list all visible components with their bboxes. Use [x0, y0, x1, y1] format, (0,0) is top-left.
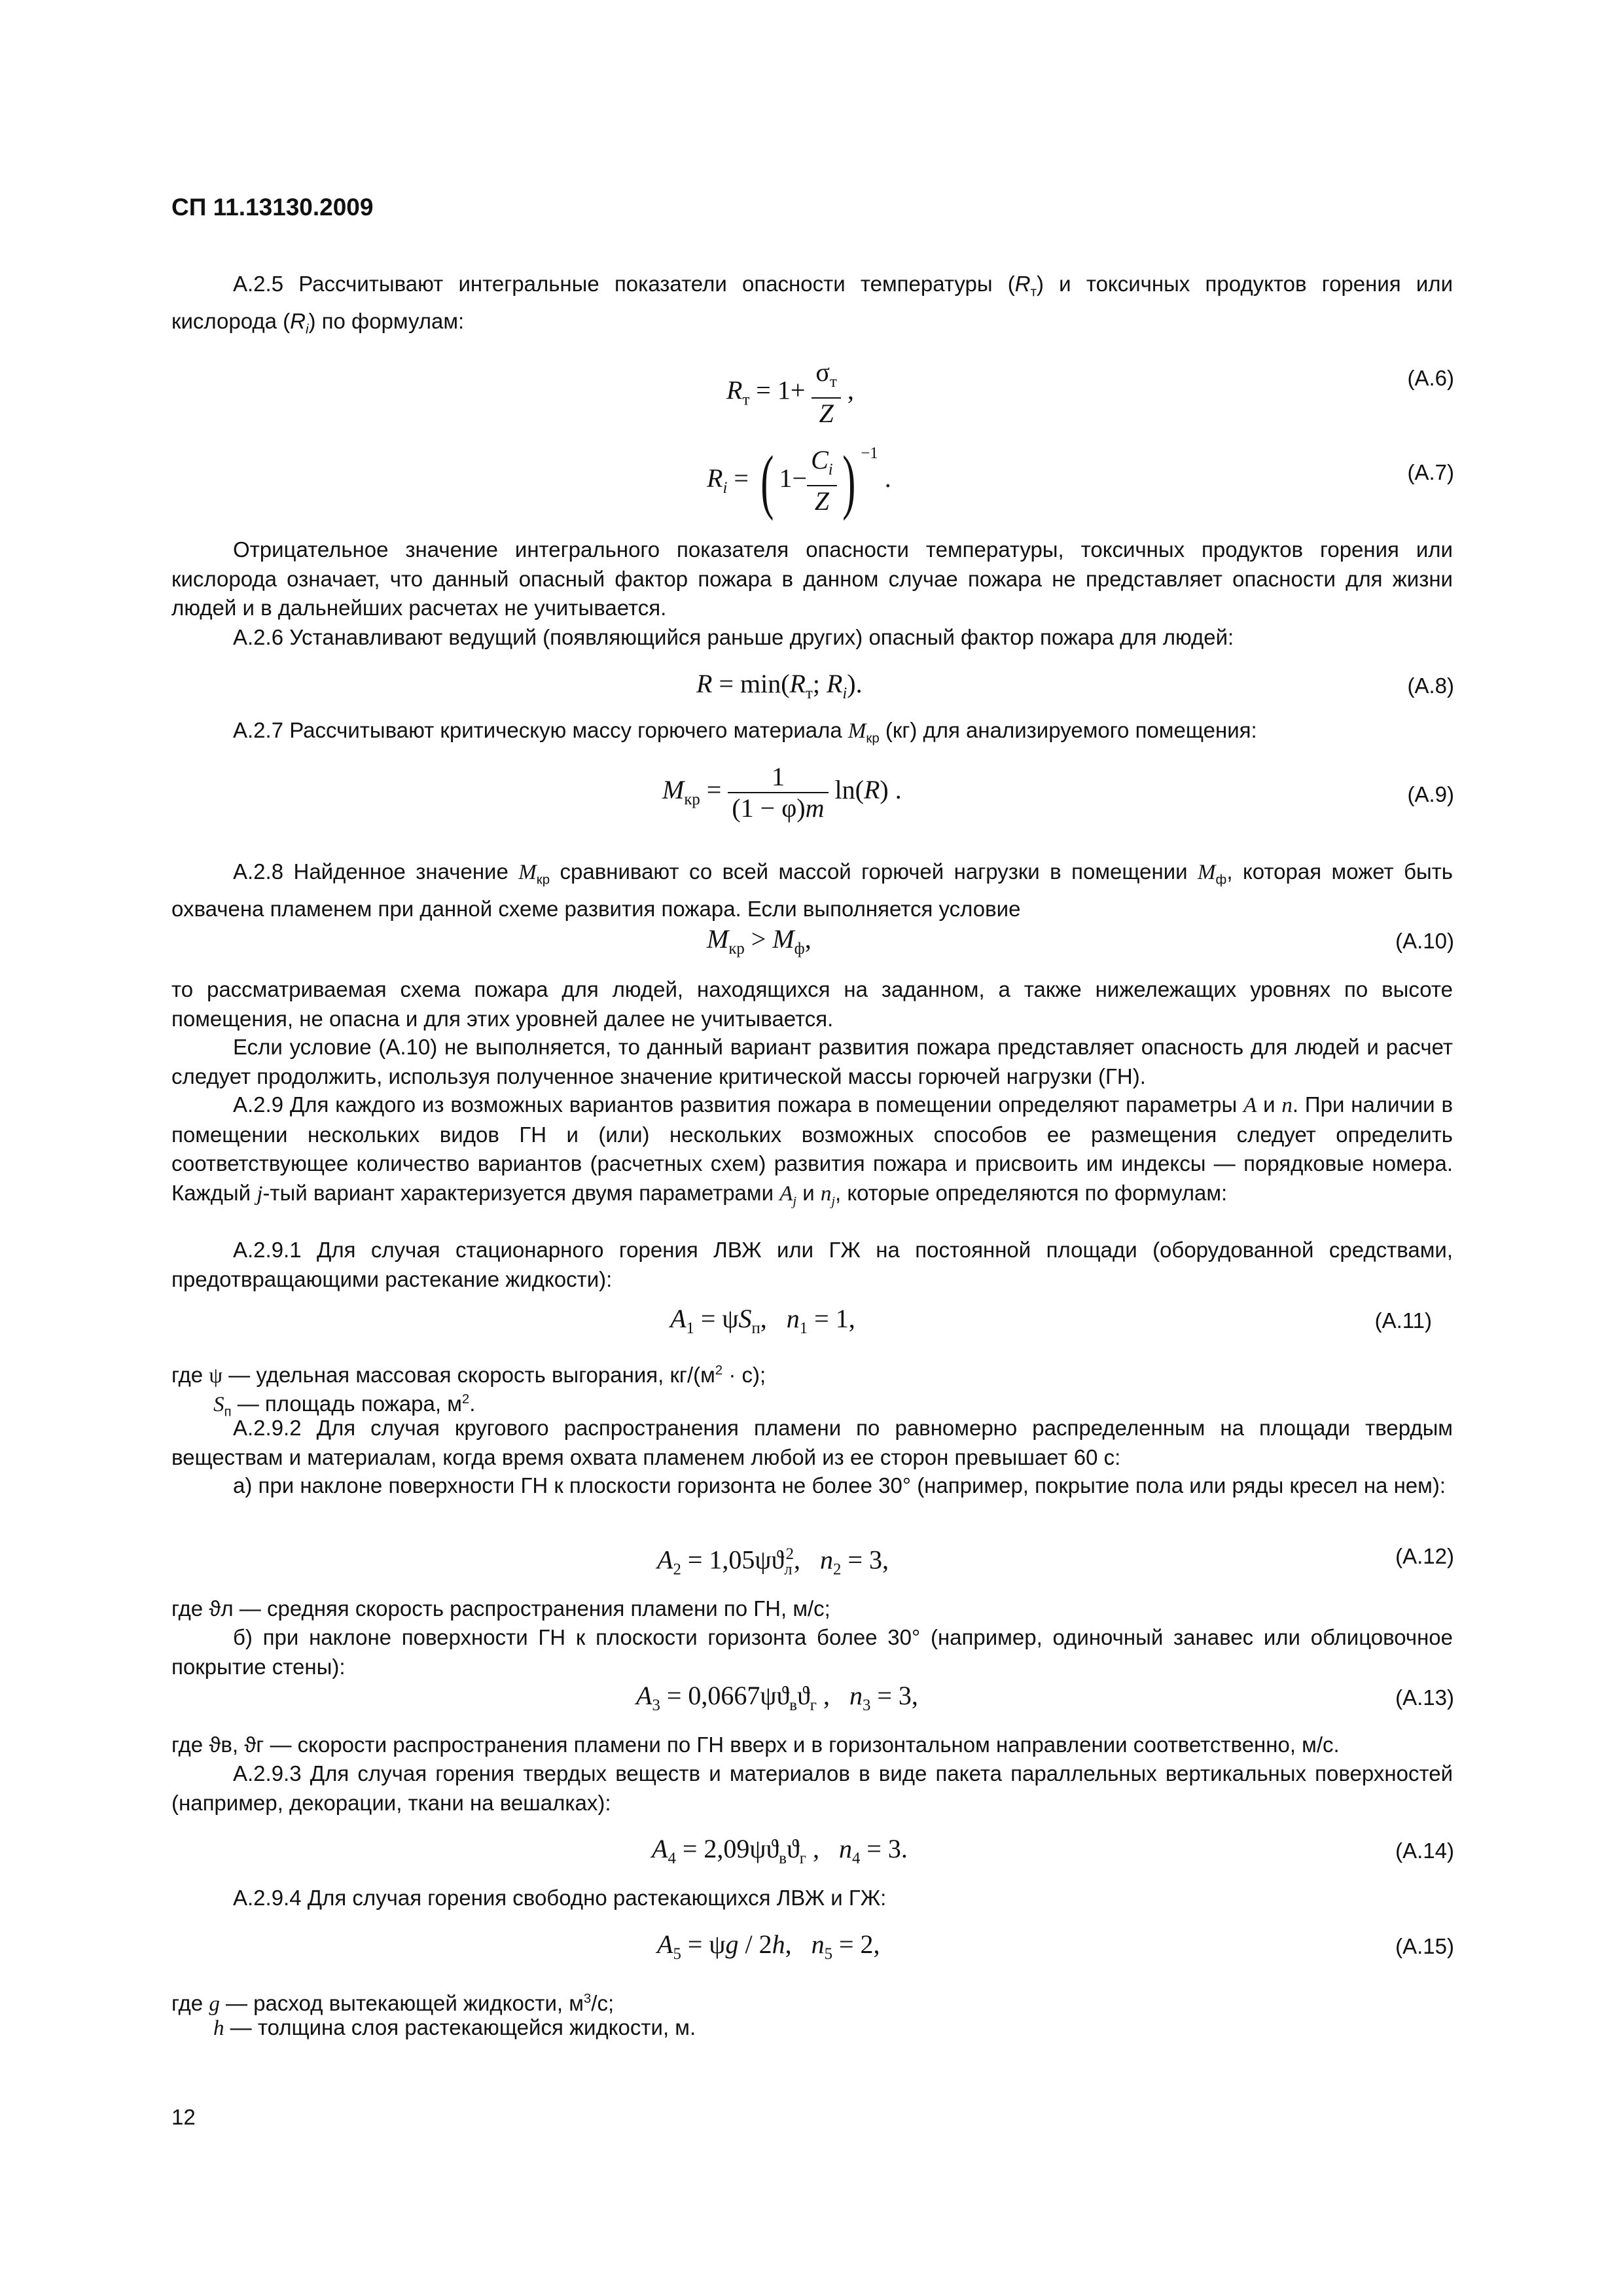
equation-number-a13: (А.13): [1395, 1685, 1454, 1710]
formula-a14: $A_4 = 2,09\psi ϑ_вϑ_г$ , $n_4 = 3$.: [652, 1834, 908, 1867]
formula-a6: $R_т = 1+$ $\frac{\sigma_т}{Z}$ ,: [726, 357, 854, 428]
paragraph-a292b: б) при наклоне поверхности ГН к плоскости горизонта более 30° (например, одиночный занавес или облицовочное покрытие стены):: [171, 1625, 1453, 1679]
formula-a12: $A_2 = 1,05\psi ϑ_л^2$, $n_2 = 3$,: [657, 1545, 889, 1579]
paragraph-where-vl: где ϑл — средняя скорость распространения пламени по ГН, м/с;: [171, 1596, 830, 1621]
equation-number-a12: (А.12): [1395, 1544, 1454, 1568]
paragraph-where-h: h — толщина слоя растекающейся жидкости, м.: [213, 2015, 696, 2040]
paragraph-where-g: где g — расход вытекающей жидкости, $м^3/с$;: [171, 1991, 615, 2016]
formula-a7: $R_i$ = ( 1− $\frac{C_i}{Z}$ ) $^{-1}$ .: [707, 440, 891, 521]
paragraph-a293: А.2.9.3 Для случая горения твердых веществ и материалов в виде пакета параллельных вертикальных поверхностей (например, декорации, ткани на вешалках):: [171, 1761, 1453, 1815]
equation-number-a15: (А.15): [1395, 1934, 1454, 1958]
paragraph-a26: А.2.6 Устанавливают ведущий (появляющийся раньше других) опасный фактор пожара для людей:: [233, 625, 1234, 649]
equation-number-a10: (А.10): [1395, 929, 1454, 953]
equation-number-a9: (А.9): [1407, 782, 1454, 806]
paragraph-a292a: а) при наклоне поверхности ГН к плоскости горизонта не более 30° (например, покрытие пола или ряды кресел на нем):: [233, 1473, 1446, 1498]
page-number: 12: [171, 2105, 196, 2129]
formula-a11: $A_1 = \psi S_п$, $n_1 = 1$,: [670, 1304, 855, 1337]
equation-number-a14: (А.14): [1395, 1839, 1454, 1863]
formula-a13: $A_3 = 0,0667\psi ϑ_вϑ_г$ , $n_3 = 3$,: [636, 1681, 918, 1714]
paragraph-a294: А.2.9.4 Для случая горения свободно растекающихся ЛВЖ и ГЖ:: [233, 1886, 887, 1910]
paragraph-where-sp: $S_п$ — площадь пожара, $м^2$.: [213, 1391, 476, 1420]
paragraph-then: то рассматриваемая схема пожара для людей, находящихся на заданном, а также нижележащих уровнях по высоте помещения, не опасна и для этих уровней далее не учитывается.: [171, 977, 1453, 1031]
paragraph-if-not: Если условие (А.10) не выполняется, то данный вариант развития пожара представляет опасность для людей и расчет следует продолжить, используя полученное значение критической массы горючей нагрузки (ГН).: [171, 1035, 1453, 1088]
formula-a10: $M_{кр} > M_ф$,: [707, 924, 812, 958]
paragraph-a292: А.2.9.2 Для случая кругового распространения пламени по равномерно распределенным на площади твердым веществам и материалам, когда время охвата пламенем любой из ее сторон превышает 60 с:: [171, 1416, 1453, 1469]
equation-number-a7: (А.7): [1407, 460, 1454, 484]
paragraph-a29: А.2.9 Для каждого из возможных вариантов развития пожара в помещении определяют параметры A и n. При наличии в помещении нескольких видов ГН и (или) нескольких возможных способов ее размещения следует определить соответствующее количество вариантов (расчетных схем) развития пожара и присвоить им индексы — порядковые номера. Каждый j-тый вариант характеризуется двумя параметрами $A_j$ и $n_j$, которые определяются по формулам:: [171, 1092, 1453, 1209]
equation-number-a6: (А.6): [1407, 366, 1454, 390]
paragraph-a28: А.2.8 Найденное значение $М_{кр}$ сравнивают со всей массой горючей нагрузки в помещении $М_ф$, которая может быть охвачена пламенем при данной схеме развития пожара. Если выполняется условие: [171, 859, 1453, 922]
formula-a9: $M_{кр}$ = $\frac{1}{(1 - \varphi)m}$ ln(R) .: [662, 762, 902, 823]
equation-number-a8: (А.8): [1407, 673, 1454, 698]
document-code-header: СП 11.13130.2009: [171, 194, 374, 221]
paragraph-where-psi: где ψ — удельная массовая скорость выгорания, $кг/(м^2 \cdot с)$;: [171, 1363, 766, 1388]
paragraph-where-vv: где ϑв, ϑг — скорости распространения пламени по ГН вверх и в горизонтальном направлении соответственно, м/с.: [171, 1732, 1340, 1757]
formula-a15: $A_5 = \psi g / 2h$, $n_5 = 2$,: [657, 1929, 880, 1963]
formula-a8: $R = \min(R_т$; $R_i$).: [696, 669, 863, 702]
paragraph-a25: А.2.5 Рассчитывают интегральные показатели опасности температуры $(R_т)$ и токсичных продуктов горения или кислорода $(R_i)$ по формулам:: [171, 272, 1453, 337]
paragraph-negative-value: Отрицательное значение интегрального показателя опасности температуры, токсичных продуктов горения или кислорода означает, что данный опасный фактор пожара в данном случае пожара не представляет опасности для жизни людей и в дальнейших расчетах не учитывается.: [171, 537, 1453, 620]
equation-number-a11: (А.11): [1374, 1308, 1432, 1333]
paragraph-a291: А.2.9.1 Для случая стационарного горения ЛВЖ или ГЖ на постоянной площади (оборудованной средствами, предотвращающими растекание жидкости):: [171, 1238, 1453, 1291]
paragraph-a27: А.2.7 Рассчитывают критическую массу горючего материала $М_{кр}$ (кг) для анализируемого помещения:: [233, 718, 1257, 746]
